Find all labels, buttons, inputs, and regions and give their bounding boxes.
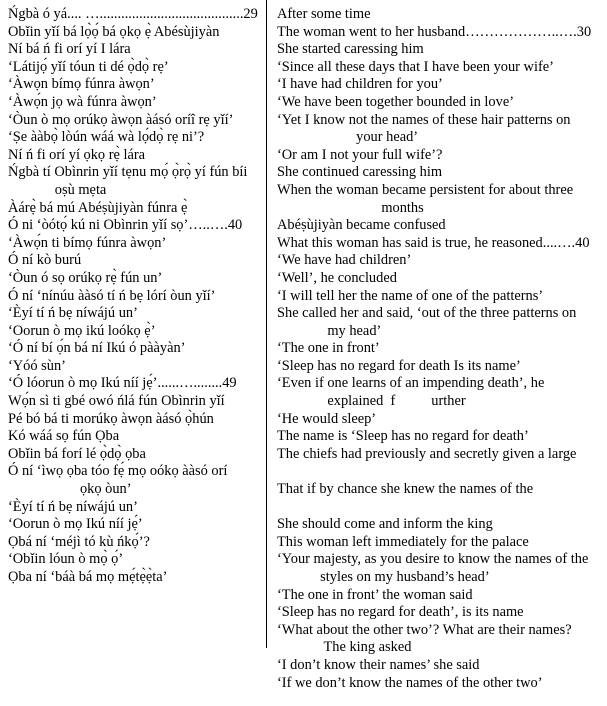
text-line: She called her and said, ‘out of the three patterns on	[277, 305, 577, 322]
text-line: The name is ‘Sleep has no regard for death’	[277, 428, 529, 445]
text-line: The woman went to her husband………………..….30	[277, 23, 592, 40]
text-line: That if by chance she knew the names of the	[277, 481, 534, 498]
text-line: ‘Èyí tí ń bẹ níwájú un’	[8, 305, 138, 322]
text-line: ‘Yet I know not the names of these hair patterns on	[277, 111, 571, 128]
text-line: She started caressing him	[277, 41, 424, 58]
text-line: ‘We have had children’	[277, 252, 412, 269]
text-line: oṣù mẹta	[8, 181, 107, 198]
text-line: ‘Since all these days that I have been your wife’	[277, 58, 554, 75]
text-line: ‘The one in front’ the woman said	[277, 586, 473, 603]
text-line: ‘Èyí tí ń bẹ níwájú un’	[8, 498, 138, 515]
text-line: ‘Sleep has no regard for death’, is its name	[277, 604, 524, 621]
text-line: Àárẹ̀ bá mú Abéṣùjiyàn fúnra ẹ̀	[8, 199, 188, 216]
text-line: ọkọ òun’	[8, 481, 132, 498]
text-line: ‘Or am I not your full wife’?	[277, 146, 443, 163]
text-line: Abéṣùjiyàn became confused	[277, 217, 446, 234]
text-line: ‘Àwọ́n jọ wà fúnra àwọn’	[8, 93, 157, 110]
text-line: styles on my husband’s head’	[277, 569, 490, 585]
text-line: Ó ní ‘nínúu ààsó tí ń bẹ lórí òun yǐí’	[8, 287, 216, 304]
text-line: Obǐin yǐí bá lọ̀ọ́ bá ọkọ ẹ̀ Abésùjiyàn	[8, 23, 220, 40]
text-line: ‘Oorun ò mọ Ikú níí jẹ́’	[8, 516, 143, 533]
text-line: The king asked	[277, 639, 412, 656]
text-line: months	[277, 199, 424, 216]
text-line: Ní bá ń fi orí yí I lára	[8, 41, 131, 58]
text-line: ‘I don’t know their names’ she said	[277, 656, 480, 673]
yoruba-column	[0, 6, 266, 706]
column-divider	[266, 0, 267, 648]
text-line: Ọbá ní ‘méjì tó kù ńkọ́’?	[8, 533, 150, 550]
text-line: ‘I have had children for you’	[277, 76, 443, 93]
text-line: ‘We have been together bounded in love’	[277, 93, 514, 110]
english-column	[266, 6, 607, 706]
text-line: She should come and inform the king	[277, 516, 493, 533]
text-line: Kó wáá sọ fún Ọba	[8, 428, 120, 445]
text-line: After some time	[277, 6, 371, 22]
text-line: my head’	[277, 322, 382, 339]
text-line: ‘He would sleep’	[277, 410, 377, 427]
text-line: ‘Obǐin lóun ò mọ̀ ọ́’	[8, 551, 124, 568]
text-line: Pé bó bá ti morúkọ àwọn àásó ọ̀hún	[8, 410, 214, 427]
text-line: Ó ni ‘òótọ́ kú ni Obìnrin yǐí sọ’…..….40	[8, 217, 243, 234]
text-line: When the woman became persistent for about three	[277, 181, 574, 198]
text-line: This woman left immediately for the palace	[277, 533, 529, 550]
text-line: ‘Àwọn bímọ fúnra àwọn’	[8, 76, 155, 93]
text-line: ‘Sleep has no regard for death Is its name’	[277, 357, 521, 374]
text-line: your head’	[277, 129, 419, 146]
text-line: ‘The one in front’	[277, 340, 380, 357]
text-line: Obǐin bá forí lé ọ̀dọ̀ ọba	[8, 445, 146, 462]
text-line: What this woman has said is true, he reasoned....….40	[277, 234, 590, 251]
text-line: ‘Even if one learns of an impending death’, he	[277, 375, 545, 392]
text-line: ‘If we don’t know the names of the other two’	[277, 674, 543, 691]
text-line: explained f urther	[277, 393, 466, 410]
text-line: ‘Ṣe ààbọ̀ lòún wáá wà lọ́dọ̀ rẹ ni’?	[8, 129, 205, 146]
text-line: ‘Ó lóorun ò mọ Ikú níí jẹ́’......…........49	[8, 375, 237, 392]
text-line: Ní ń fi orí yí ọkọ rẹ̀ lára	[8, 146, 146, 163]
text-line: ‘Òun ó sọ orúkọ rẹ̀ fún un’	[8, 269, 163, 286]
text-line: ‘Your majesty, as you desire to know the names of the	[277, 551, 589, 568]
text-line: ‘Àwọ́n ti bímọ fúnra àwọn’	[8, 234, 167, 251]
text-line: Ńgbà ó yá.... …........................................29	[8, 6, 258, 22]
text-line: Wọ́n sì ti gbé owó ńlá fún Obìnrin yǐí	[8, 393, 225, 410]
text-line: The chiefs had previously and secretly given a large	[277, 445, 577, 462]
text-line: ‘Látijọ́ yǐí tóun ti dé ọ̀dọ̀ rẹ’	[8, 58, 169, 75]
text-line: ‘Ó ní bí ọ́n bá ní Ikú ó pààyàn’	[8, 340, 186, 357]
text-line: Ńgbà tí Obìnrin yǐí tẹnu mọ́ ọ̀rọ̀ yí fún bíi	[8, 164, 248, 181]
text-line: ‘Yóó sùn’	[8, 357, 66, 374]
text-line	[277, 463, 607, 481]
text-line	[277, 499, 607, 517]
text-line: ‘What about the other two’? What are their names?	[277, 621, 572, 638]
text-line: Ó ní ‘ìwọ ọba tóo fẹ́ mọ oókọ ààsó orí	[8, 463, 228, 480]
text-line: ‘Well’, he concluded	[277, 269, 397, 286]
text-line: She continued caressing him	[277, 164, 443, 181]
text-line: Ó ní kò burú	[8, 252, 82, 269]
text-line: ‘Oorun ò mọ ikú loókọ ẹ̀’	[8, 322, 156, 339]
text-line: ‘Òun ò mọ orúkọ àwọn àásó oríî rẹ yǐí’	[8, 111, 234, 128]
text-line: ‘I will tell her the name of one of the patterns’	[277, 287, 544, 304]
text-line: Ọba ní ‘báà bá mọ mẹ́tẹ̀ẹ̀ta’	[8, 569, 168, 585]
